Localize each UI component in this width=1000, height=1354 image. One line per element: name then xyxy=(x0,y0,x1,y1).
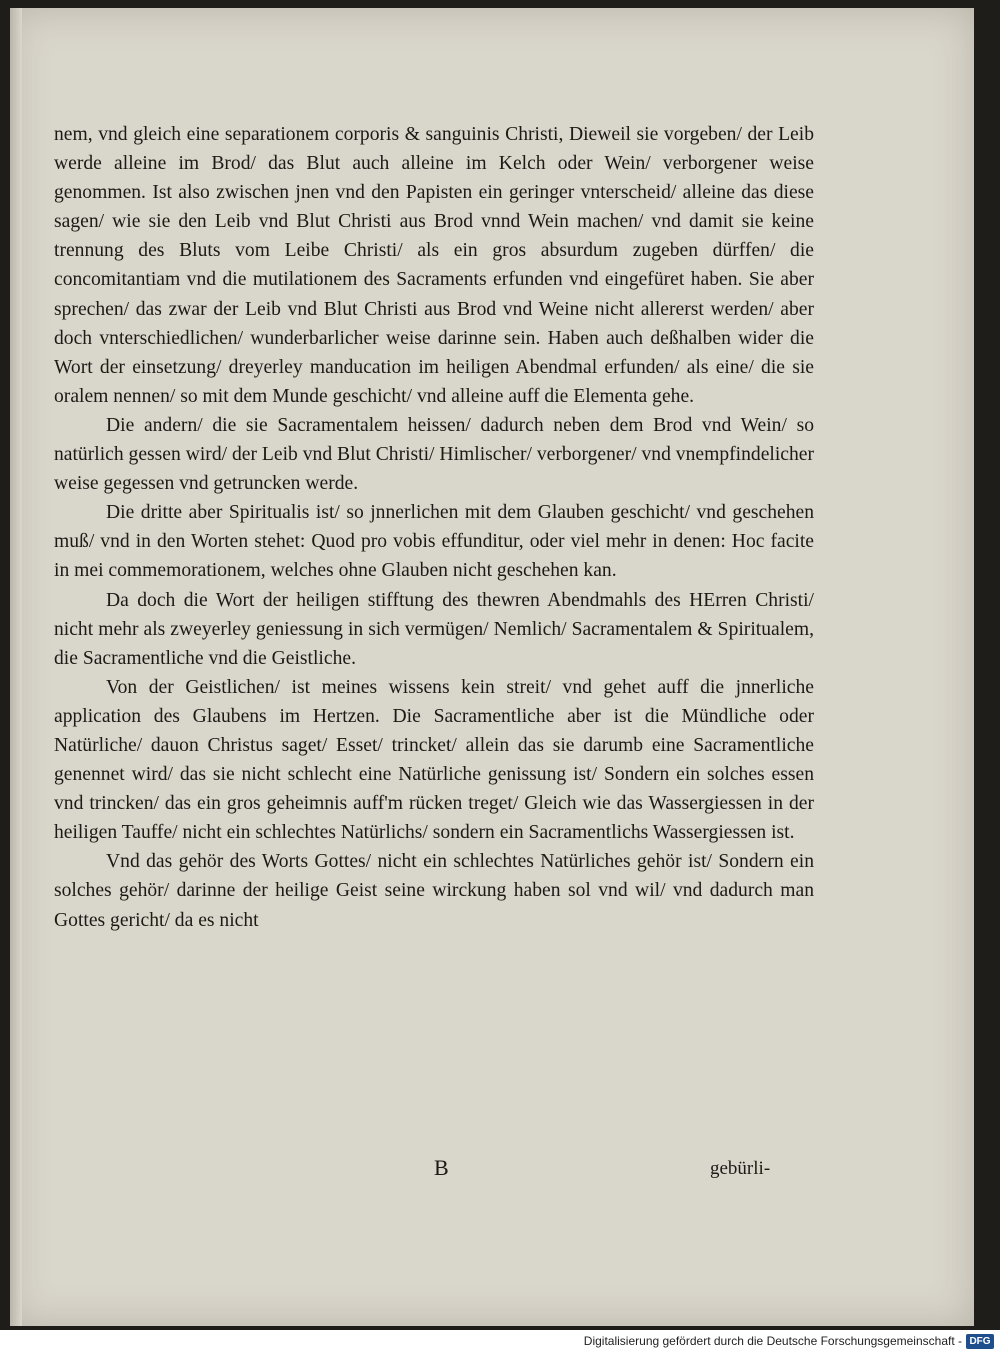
page-binding-edge xyxy=(10,8,22,1326)
paragraph-5: Von der Geistlichen/ ist meines wissens kein streit/ vnd gehet auff die jnnerliche application des Glaubens im Hertzen. Die Sacramentliche aber ist die Mündliche oder Natürliche/ dauon Christus saget/ Esset/ trincket/ allein das sie darumb eine Sacramentliche genennet wird/ das sie nicht schlecht eine Natürliche genissung ist/ Sondern ein solches essen vnd trincken/ das ein gros geheimnis auff'm rücken treget/ Gleich wie das Wassergiessen in der heiligen Tauffe/ nicht ein schlechtes Natürlichs/ sondern ein Sacramentlichs Wassergiessen ist. xyxy=(54,676,814,844)
dfg-logo-icon: DFG xyxy=(966,1334,994,1349)
book-page xyxy=(10,8,974,1326)
footer-bar xyxy=(0,1330,1000,1354)
paragraph-6: Vnd das gehör des Worts Gottes/ nicht ein schlechtes Natürliches gehör ist/ Sondern ein solches gehör/ darinne der heilige Geist seine wirckung haben sol vnd wil/ vnd dadurch man Gottes gericht/ da es nicht xyxy=(54,851,814,931)
paragraph-3: Die dritte aber Spiritualis ist/ so jnnerlichen mit dem Glauben geschicht/ vnd geschehen muß/ vnd in den Worten stehet: Quod pro vobis effunditur, oder viel mehr in denen: Hoc facite in mei commemorationem, welches ohne Glauben nicht geschehen kan. xyxy=(54,502,814,582)
funding-credit: Digitalisierung gefördert durch die Deutsche Forschungsgemeinschaft - xyxy=(583,1334,962,1348)
page-body-text xyxy=(54,120,814,935)
signature-mark: B xyxy=(434,1155,449,1180)
paragraph-2: Die andern/ die sie Sacramentalem heissen/ dadurch neben dem Brod vnd Wein/ so natürlich gessen wird/ der Leib vnd Blut Christi/ Himlischer/ verborgener/ vnd vnempfindelicher weise gegessen vnd getruncken werde. xyxy=(54,414,814,495)
paragraph-4: Da doch die Wort der heiligen stifftung des thewren Abendmahls des HErren Christi/ nicht mehr als zweyerley geniessung in sich vermügen/ Nemlich/ Sacramentalem & Spiritualem, die Sacramentliche vnd die Geistliche. xyxy=(54,589,814,669)
catchword: gebürli- xyxy=(710,1158,771,1179)
paragraph-1: nem, vnd gleich eine separationem corporis & sanguinis Christi, Dieweil sie vorgeben/ der Leib werde alleine im Brod/ das Blut auch alleine im Kelch oder Wein/ verborgener weise genommen. Ist also zwischen jnen vnd den Papisten ein geringer vnterscheid/ alleine das diese sagen/ wie sie den Leib vnd Blut Christi aus Brod vnnd Wein machen/ vnd damit sie keine trennung des Bluts vom Leibe Christi/ als ein gros absurdum zugeben dürffen/ die concomitantiam vnd die mutilationem des Sacraments erfunden vnd eingefüret haben. Sie aber sprechen/ das zwar der Leib vnd Blut Christi aus Brod vnd Weine nicht allererst werden/ aber doch vnterschiedlichen/ wunderbarlicher weise darinne sein. Haben auch deßhalben wider die Wort der einsetzung/ dreyerley manducation im heiligen Abendmal erfunden/ als eine/ die sie oralem nennen/ so mit dem Munde geschicht/ vnd alleine auff die Elementa gehe. xyxy=(54,124,814,407)
